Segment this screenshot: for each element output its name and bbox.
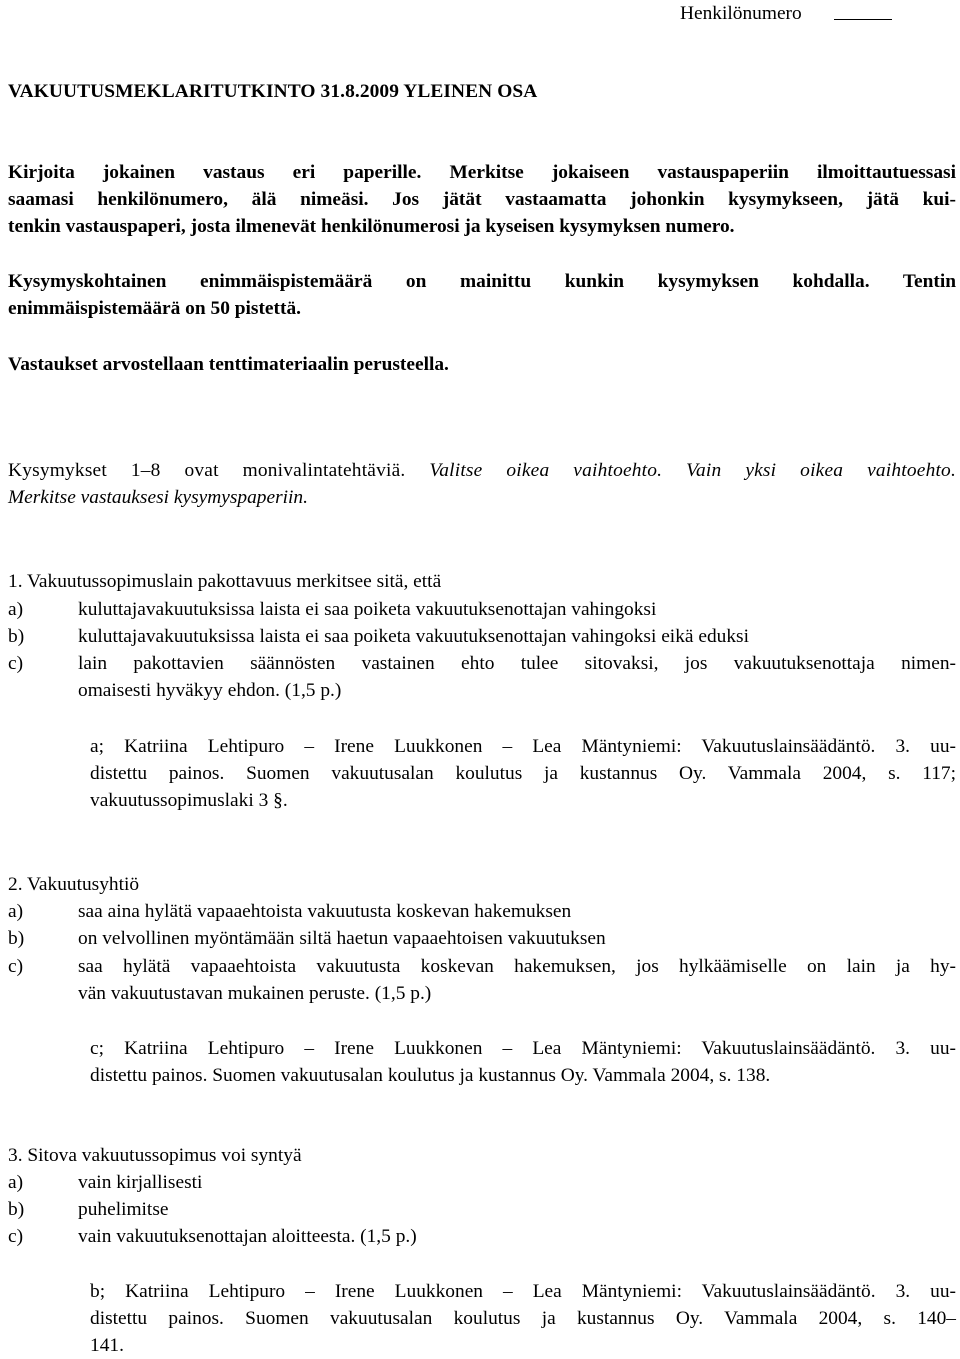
- answer-line: b; Katriina Lehtipuro – Irene Luukkonen – Lea Mäntyniemi: Vakuutuslainsäädäntö. 3. uu-: [90, 1281, 956, 1302]
- instructions-line: tenkin vastauspaperi, josta ilmenevät henkilönumerosi ja kyseisen kysymyksen numero.: [8, 216, 735, 237]
- option-label: b): [8, 626, 25, 647]
- option-label: c): [8, 1226, 24, 1247]
- option-text: vain vakuutuksenottajan aloitteesta. (1,5 p.): [78, 1226, 417, 1247]
- option-text: saa aina hylätä vapaaehtoista vakuutusta koskevan hakemuksen: [78, 901, 572, 922]
- option-label: a): [8, 1172, 24, 1193]
- answer-line: distettu painos. Suomen vakuutusalan koulutus ja kustannus Oy. Vammala 2004, s. 140–: [90, 1308, 956, 1329]
- option-label: c): [8, 956, 24, 977]
- instructions-line: Kysymyskohtainen enimmäispistemäärä on mainittu kunkin kysymyksen kohdalla. Tentin: [8, 271, 956, 292]
- question-1-title: 1. Vakuutussopimuslain pakottavuus merkitsee sitä, että: [8, 571, 442, 592]
- option-text: puhelimitse: [78, 1199, 169, 1220]
- mc-intro-line2: Merkitse vastauksesi kysymyspaperiin.: [8, 487, 308, 508]
- answer-line: distettu painos. Suomen vakuutusalan koulutus ja kustannus Oy. Vammala 2004, s. 117;: [90, 763, 956, 784]
- employee-number-label: Henkilönumero: [680, 3, 802, 24]
- mc-intro-italic: Valitse oikea vaihtoehto. Vain yksi oikea vaihtoehto.: [405, 460, 956, 481]
- question-2-title: 2. Vakuutusyhtiö: [8, 874, 140, 895]
- option-label: b): [8, 1199, 25, 1220]
- option-text: kuluttajavakuutuksissa laista ei saa poiketa vakuutuksenottajan vahingoksi eikä eduksi: [78, 626, 749, 647]
- option-label: c): [8, 653, 24, 674]
- instructions-line: saamasi henkilönumero, älä nimeäsi. Jos jätät vastaamatta johonkin kysymykseen, jätä kui-: [8, 189, 956, 210]
- instructions-line: Vastaukset arvostellaan tenttimateriaalin perusteella.: [8, 354, 449, 375]
- question-1-answer: [90, 733, 956, 814]
- answer-line: vakuutussopimuslaki 3 §.: [90, 790, 288, 811]
- instructions-paragraph-2: [8, 268, 956, 322]
- instructions-paragraph-1: [8, 159, 956, 240]
- instructions-line: enimmäispistemäärä on 50 pistettä.: [8, 298, 301, 319]
- page-title: VAKUUTUSMEKLARITUTKINTO 31.8.2009 YLEINEN OSA: [8, 81, 538, 102]
- question-3-title: 3. Sitova vakuutussopimus voi syntyä: [8, 1145, 302, 1166]
- employee-number-blank: [834, 19, 892, 20]
- option-text: vain kirjallisesti: [78, 1172, 203, 1193]
- answer-line: 141.: [90, 1335, 124, 1356]
- question-2-answer: [90, 1035, 956, 1089]
- option-label: a): [8, 901, 24, 922]
- option-text-line: omaisesti hyväkyy ehdon. (1,5 p.): [78, 680, 342, 701]
- multiple-choice-instructions: [8, 457, 956, 511]
- option-text: kuluttajavakuutuksissa laista ei saa poiketa vakuutuksenottajan vahingoksi: [78, 599, 657, 620]
- question-3-answer: [90, 1278, 956, 1359]
- instructions-paragraph-3: [8, 351, 956, 378]
- option-text-line: lain pakottavien säännösten vastainen ehto tulee sitovaksi, jos vakuutuksenottaja nimen-: [78, 653, 956, 674]
- option-label: a): [8, 599, 24, 620]
- option-text: on velvollinen myöntämään siltä haetun vapaaehtoisen vakuutuksen: [78, 928, 606, 949]
- answer-line: distettu painos. Suomen vakuutusalan koulutus ja kustannus Oy. Vammala 2004, s. 138.: [90, 1065, 771, 1086]
- answer-line: c; Katriina Lehtipuro – Irene Luukkonen – Lea Mäntyniemi: Vakuutuslainsäädäntö. 3. uu-: [90, 1038, 956, 1059]
- mc-intro-normal: Kysymykset 1–8 ovat monivalintatehtäviä.: [8, 460, 406, 481]
- answer-line: a; Katriina Lehtipuro – Irene Luukkonen – Lea Mäntyniemi: Vakuutuslainsäädäntö. 3. uu-: [90, 736, 956, 757]
- option-label: b): [8, 928, 25, 949]
- option-text-line: saa hylätä vapaaehtoista vakuutusta koskevan hakemuksen, jos hylkäämiselle on lain ja hy-: [78, 956, 956, 977]
- option-text-line: vän vakuutustavan mukainen peruste. (1,5 p.): [78, 983, 432, 1004]
- instructions-line: Kirjoita jokainen vastaus eri paperille. Merkitse jokaiseen vastauspaperiin ilmoittautuessasi: [8, 162, 956, 183]
